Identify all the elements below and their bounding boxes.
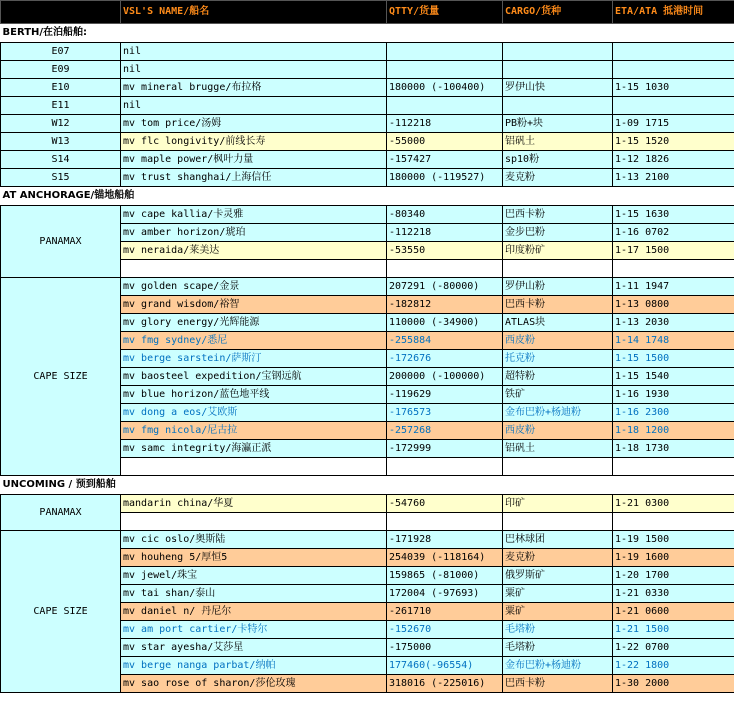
cargo-cell: 托克粉 bbox=[503, 350, 613, 368]
cargo-cell: 巴西卡粉 bbox=[503, 206, 613, 224]
section-berth-title: BERTH/在泊船舶: bbox=[1, 24, 734, 43]
empty-cell bbox=[503, 260, 613, 278]
vessel-name-cell: nil bbox=[121, 43, 387, 61]
empty-cell bbox=[387, 513, 503, 531]
eta-cell: 1-14 1748 bbox=[613, 332, 734, 350]
berth-id-cell: W12 bbox=[1, 115, 121, 133]
quantity-cell: 177460(-96554) bbox=[387, 657, 503, 675]
empty-cell bbox=[387, 260, 503, 278]
quantity-cell: 180000 (-100400) bbox=[387, 79, 503, 97]
cargo-cell: 麦克粉 bbox=[503, 169, 613, 187]
cargo-cell: 铝矾土 bbox=[503, 133, 613, 151]
cargo-cell: 麦克粉 bbox=[503, 549, 613, 567]
quantity-cell: -172999 bbox=[387, 440, 503, 458]
vessel-name-cell: mv baosteel expedition/宝钢远航 bbox=[121, 368, 387, 386]
eta-cell: 1-16 1930 bbox=[613, 386, 734, 404]
eta-cell: 1-30 2000 bbox=[613, 675, 734, 693]
vessel-name-cell: mv golden scape/金景 bbox=[121, 278, 387, 296]
cargo-cell: sp10粉 bbox=[503, 151, 613, 169]
cargo-cell: 金布巴粉+杨迪粉 bbox=[503, 657, 613, 675]
cargo-cell: 金步巴粉 bbox=[503, 224, 613, 242]
table-row bbox=[1, 133, 734, 151]
eta-cell: 1-22 0700 bbox=[613, 639, 734, 657]
vessel-name-cell: mv neraida/莱美达 bbox=[121, 242, 387, 260]
vessel-name-cell: mv cic oslo/奥斯陆 bbox=[121, 531, 387, 549]
cargo-cell: 毛塔粉 bbox=[503, 621, 613, 639]
table-row bbox=[1, 151, 734, 169]
eta-cell: 1-13 0800 bbox=[613, 296, 734, 314]
empty-cell bbox=[121, 458, 387, 476]
eta-cell: 1-21 1500 bbox=[613, 621, 734, 639]
section-upcoming-title: UNCOMING / 预到船舶 bbox=[1, 476, 734, 495]
vessel-name-cell: nil bbox=[121, 61, 387, 79]
vessel-name-cell: mv mineral brugge/布拉格 bbox=[121, 79, 387, 97]
eta-cell: 1-15 1500 bbox=[613, 350, 734, 368]
eta-cell: 1-13 2030 bbox=[613, 314, 734, 332]
empty-cell bbox=[387, 458, 503, 476]
vessel-name-cell: mv jewel/珠宝 bbox=[121, 567, 387, 585]
quantity-cell: -172676 bbox=[387, 350, 503, 368]
eta-cell: 1-09 1715 bbox=[613, 115, 734, 133]
eta-cell: 1-19 1500 bbox=[613, 531, 734, 549]
cargo-cell: 西皮粉 bbox=[503, 422, 613, 440]
vessel-name-cell: mv tai shan/泰山 bbox=[121, 585, 387, 603]
cargo-cell: ATLAS块 bbox=[503, 314, 613, 332]
quantity-cell: -112218 bbox=[387, 224, 503, 242]
cargo-cell: 巴西卡粉 bbox=[503, 675, 613, 693]
eta-cell: 1-15 1630 bbox=[613, 206, 734, 224]
cargo-cell: 印度粉矿 bbox=[503, 242, 613, 260]
cargo-cell: 粟矿 bbox=[503, 585, 613, 603]
section-upcoming bbox=[1, 476, 734, 495]
vessel-name-cell: mandarin china/华夏 bbox=[121, 495, 387, 513]
section-berth bbox=[1, 24, 734, 43]
cargo-cell: 印矿 bbox=[503, 495, 613, 513]
berth-id-cell: E10 bbox=[1, 79, 121, 97]
table-row bbox=[1, 531, 734, 549]
section-anchorage bbox=[1, 187, 734, 206]
vessel-name-cell: mv star ayesha/艾莎星 bbox=[121, 639, 387, 657]
quantity-cell: -53550 bbox=[387, 242, 503, 260]
quantity-cell: -80340 bbox=[387, 206, 503, 224]
cargo-cell: 毛塔粉 bbox=[503, 639, 613, 657]
header-cell-cargo: CARGO/货种 bbox=[503, 1, 613, 24]
table-row bbox=[1, 278, 734, 296]
vessel-name-cell: mv blue horizon/蓝色地平线 bbox=[121, 386, 387, 404]
vessel-name-cell: mv fmg nicola/尼古拉 bbox=[121, 422, 387, 440]
vessel-name-cell: mv flc longivity/前线长寿 bbox=[121, 133, 387, 151]
empty-cell bbox=[121, 513, 387, 531]
empty-cell bbox=[121, 260, 387, 278]
eta-cell: 1-15 1520 bbox=[613, 133, 734, 151]
table-row bbox=[1, 495, 734, 513]
vessel-name-cell: mv berge nanga parbat/纳帕 bbox=[121, 657, 387, 675]
vessel-name-cell: mv berge sarstein/萨斯汀 bbox=[121, 350, 387, 368]
eta-cell: 1-21 0330 bbox=[613, 585, 734, 603]
cargo-cell: 罗伊山快 bbox=[503, 79, 613, 97]
eta-cell bbox=[613, 43, 734, 61]
group-label-cape-size: CAPE SIZE bbox=[1, 278, 121, 476]
berth-id-cell: W13 bbox=[1, 133, 121, 151]
quantity-cell: -54760 bbox=[387, 495, 503, 513]
eta-cell: 1-22 1800 bbox=[613, 657, 734, 675]
cargo-cell: 巴西卡粉 bbox=[503, 296, 613, 314]
vessel-name-cell: mv cape kallia/卡灵雅 bbox=[121, 206, 387, 224]
quantity-cell: -119629 bbox=[387, 386, 503, 404]
quantity-cell bbox=[387, 97, 503, 115]
quantity-cell: 318016 (-225016) bbox=[387, 675, 503, 693]
eta-cell: 1-16 0702 bbox=[613, 224, 734, 242]
vessel-name-cell: mv sao rose of sharon/莎伦玫瑰 bbox=[121, 675, 387, 693]
vessel-name-cell: mv glory energy/光辉能源 bbox=[121, 314, 387, 332]
eta-cell: 1-12 1826 bbox=[613, 151, 734, 169]
table-row bbox=[1, 79, 734, 97]
quantity-cell: -175000 bbox=[387, 639, 503, 657]
quantity-cell: -176573 bbox=[387, 404, 503, 422]
table-row bbox=[1, 61, 734, 79]
empty-cell bbox=[613, 458, 734, 476]
vessel-name-cell: mv dong a eos/艾欧斯 bbox=[121, 404, 387, 422]
vessel-name-cell: mv grand wisdom/裕智 bbox=[121, 296, 387, 314]
quantity-cell bbox=[387, 61, 503, 79]
eta-cell: 1-15 1030 bbox=[613, 79, 734, 97]
vessel-name-cell: nil bbox=[121, 97, 387, 115]
cargo-cell: 俄罗斯矿 bbox=[503, 567, 613, 585]
empty-cell bbox=[613, 260, 734, 278]
quantity-cell: 207291 (-80000) bbox=[387, 278, 503, 296]
berth-id-cell: S14 bbox=[1, 151, 121, 169]
header-row bbox=[1, 1, 734, 24]
eta-cell: 1-21 0600 bbox=[613, 603, 734, 621]
eta-cell: 1-17 1500 bbox=[613, 242, 734, 260]
eta-cell bbox=[613, 61, 734, 79]
vessel-name-cell: mv trust shanghai/上海信任 bbox=[121, 169, 387, 187]
cargo-cell: 超特粉 bbox=[503, 368, 613, 386]
cargo-cell bbox=[503, 43, 613, 61]
vessel-name-cell: mv am port cartier/卡特尔 bbox=[121, 621, 387, 639]
cargo-cell: 西皮粉 bbox=[503, 332, 613, 350]
table-row bbox=[1, 97, 734, 115]
cargo-cell: 巴林球团 bbox=[503, 531, 613, 549]
vessel-name-cell: mv daniel n/ 丹尼尔 bbox=[121, 603, 387, 621]
berth-id-cell: E07 bbox=[1, 43, 121, 61]
eta-cell: 1-20 1700 bbox=[613, 567, 734, 585]
header-cell-qty: QTTY/货量 bbox=[387, 1, 503, 24]
table-row bbox=[1, 43, 734, 61]
header-cell-vessel: VSL'S NAME/船名 bbox=[121, 1, 387, 24]
vessel-name-cell: mv maple power/枫叶力量 bbox=[121, 151, 387, 169]
eta-cell bbox=[613, 97, 734, 115]
cargo-cell: 粟矿 bbox=[503, 603, 613, 621]
cargo-cell: 罗伊山粉 bbox=[503, 278, 613, 296]
quantity-cell: 110000 (-34900) bbox=[387, 314, 503, 332]
empty-cell bbox=[503, 458, 613, 476]
table-row bbox=[1, 206, 734, 224]
header-cell-eta: ETA/ATA 抵港时间 bbox=[613, 1, 734, 24]
quantity-cell: -182812 bbox=[387, 296, 503, 314]
empty-cell bbox=[613, 513, 734, 531]
quantity-cell: 180000 (-119527) bbox=[387, 169, 503, 187]
vessel-name-cell: mv amber horizon/琥珀 bbox=[121, 224, 387, 242]
eta-cell: 1-19 1600 bbox=[613, 549, 734, 567]
group-label-panamax: PANAMAX bbox=[1, 495, 121, 531]
quantity-cell: -171928 bbox=[387, 531, 503, 549]
vessel-name-cell: mv houheng 5/厚恒5 bbox=[121, 549, 387, 567]
header-cell-berth bbox=[1, 1, 121, 24]
table-row bbox=[1, 115, 734, 133]
eta-cell: 1-13 2100 bbox=[613, 169, 734, 187]
quantity-cell bbox=[387, 43, 503, 61]
quantity-cell: -112218 bbox=[387, 115, 503, 133]
eta-cell: 1-18 1730 bbox=[613, 440, 734, 458]
eta-cell: 1-11 1947 bbox=[613, 278, 734, 296]
cargo-cell: 铝矾土 bbox=[503, 440, 613, 458]
quantity-cell: 159865 (-81000) bbox=[387, 567, 503, 585]
vessel-name-cell: mv samc integrity/海瀛正派 bbox=[121, 440, 387, 458]
quantity-cell: -255884 bbox=[387, 332, 503, 350]
berth-id-cell: E09 bbox=[1, 61, 121, 79]
quantity-cell: -55000 bbox=[387, 133, 503, 151]
berth-id-cell: E11 bbox=[1, 97, 121, 115]
cargo-cell bbox=[503, 97, 613, 115]
section-anchorage-title: AT ANCHORAGE/锚地船舶 bbox=[1, 187, 734, 206]
eta-cell: 1-18 1200 bbox=[613, 422, 734, 440]
eta-cell: 1-15 1540 bbox=[613, 368, 734, 386]
quantity-cell: -157427 bbox=[387, 151, 503, 169]
eta-cell: 1-21 0300 bbox=[613, 495, 734, 513]
vessel-name-cell: mv fmg sydney/悉尼 bbox=[121, 332, 387, 350]
berth-id-cell: S15 bbox=[1, 169, 121, 187]
quantity-cell: -261710 bbox=[387, 603, 503, 621]
quantity-cell: 172004 (-97693) bbox=[387, 585, 503, 603]
vessel-name-cell: mv tom price/汤姆 bbox=[121, 115, 387, 133]
table-row bbox=[1, 169, 734, 187]
cargo-cell: PB粉+块 bbox=[503, 115, 613, 133]
empty-cell bbox=[503, 513, 613, 531]
cargo-cell: 铁矿 bbox=[503, 386, 613, 404]
group-label-cape-size: CAPE SIZE bbox=[1, 531, 121, 693]
cargo-cell bbox=[503, 61, 613, 79]
group-label-panamax: PANAMAX bbox=[1, 206, 121, 278]
quantity-cell: 200000 (-100000) bbox=[387, 368, 503, 386]
eta-cell: 1-16 2300 bbox=[613, 404, 734, 422]
quantity-cell: -257268 bbox=[387, 422, 503, 440]
quantity-cell: 254039 (-118164) bbox=[387, 549, 503, 567]
cargo-cell: 金布巴粉+杨迪粉 bbox=[503, 404, 613, 422]
quantity-cell: -152670 bbox=[387, 621, 503, 639]
